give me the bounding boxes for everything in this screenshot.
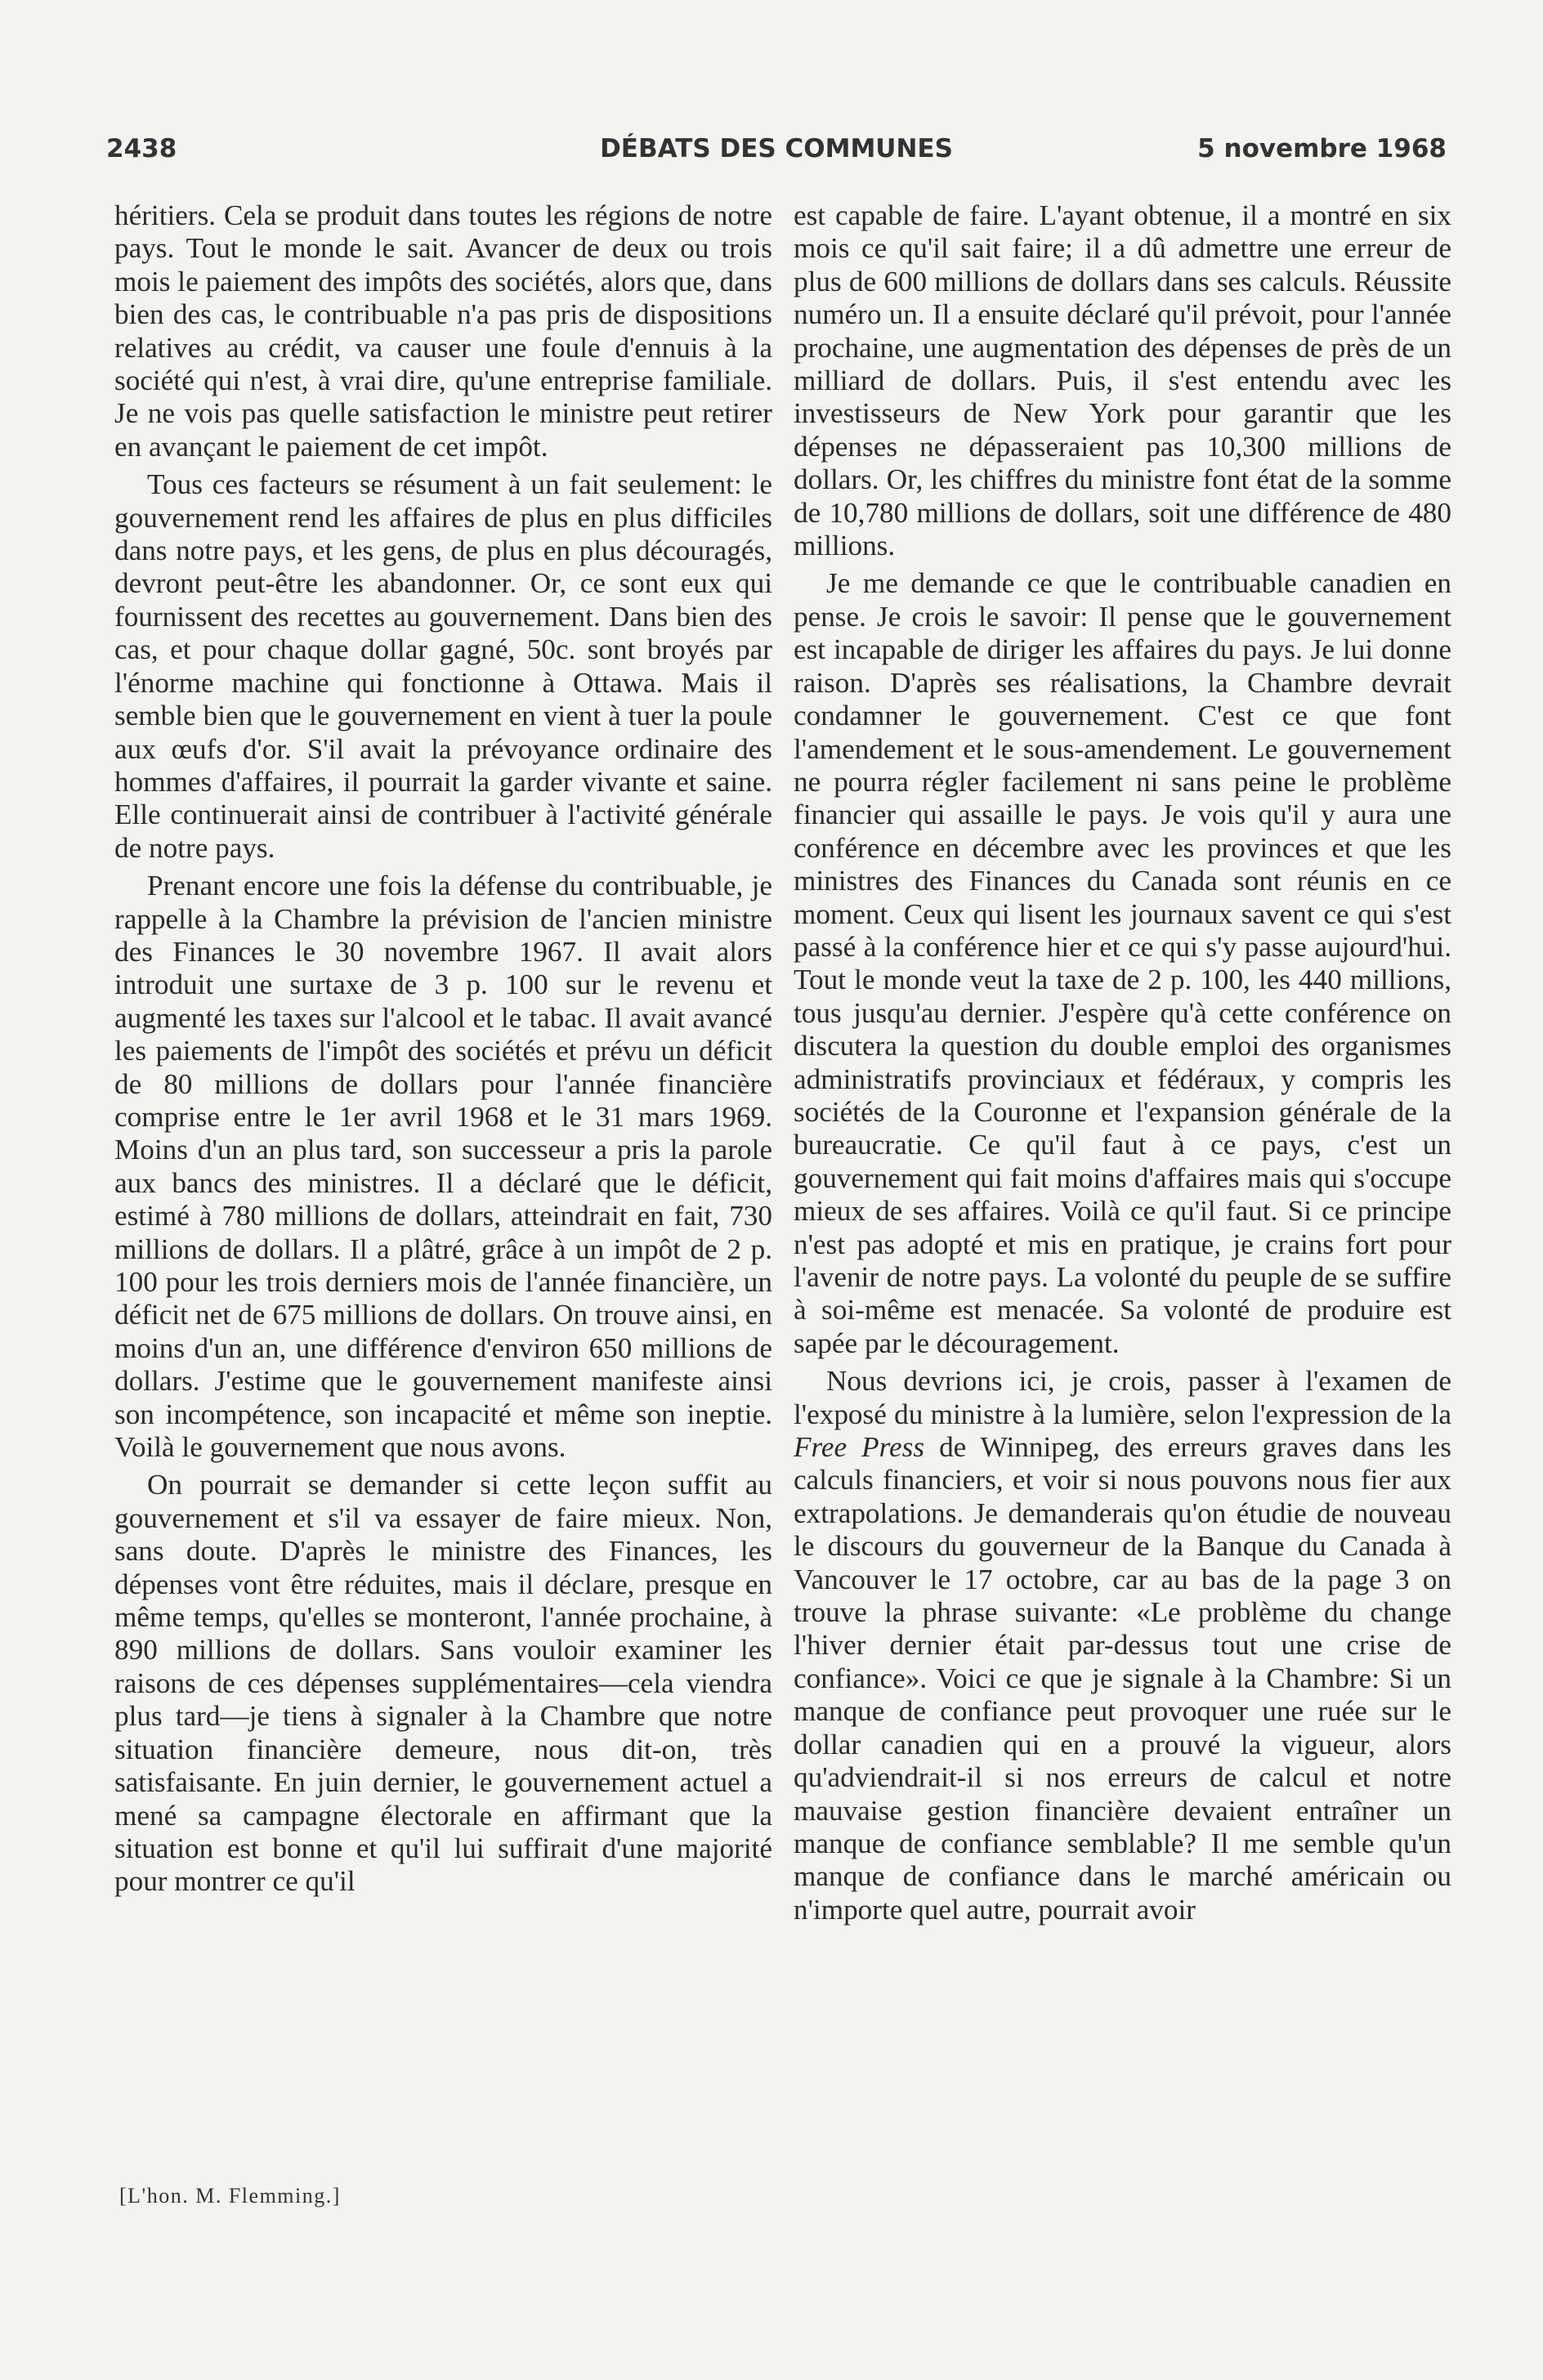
right-column bbox=[794, 199, 1451, 1926]
paragraph: héritiers. Cela se produit dans toutes les régions de notre pays. Tout le monde le sait. Avancer de deux ou trois mois le paiement des impôts des sociétés, alors que, dans bien des cas, le contribuable n'a pas pris de dispositions relatives au crédit, va causer une foule d'ennuis à la société qui n'est, à vrai dire, qu'une entreprise familiale. Je ne vois pas quelle satisfaction le ministre peut retirer en avançant le paiement de cet impôt. bbox=[114, 199, 772, 463]
paragraph: Nous devrions ici, je crois, passer à l'examen de l'exposé du ministre à la lumière, selon l'expression de la Free Press de Winnipeg, des erreurs graves dans les calculs financiers, et voir si nous pouvons nous fier aux extrapolations. Je demanderais qu'on étudie de nouveau le discours du gouverneur de la Banque du Canada à Vancouver le 17 octobre, car au bas de la page 3 on trouve la phrase suivante: «Le problème du change l'hiver dernier était par-dessus tout une crise de confiance». Voici ce que je signale à la Chambre: Si un manque de confiance peut provoquer une ruée sur le dollar canadien qui en a prouvé la vigueur, alors qu'adviendrait-il si nos erreurs de calcul et notre mauvaise gestion financière devaient entraîner un manque de confiance semblable? Il me semble qu'un manque de confiance dans le marché américain ou n'importe quel autre, pourrait avoir bbox=[794, 1365, 1451, 1926]
paragraph: Je me demande ce que le contribuable canadien en pense. Je crois le savoir: Il pense que le gouvernement est incapable de diriger les affaires du pays. Je lui donne raison. D'après ses réalisations, la Chambre devrait condamner le gouvernement. C'est ce que font l'amendement et le sous-amendement. Le gouvernement ne pourra régler facilement ni sans peine le problème financier qui assaille le pays. Je vois qu'il y aura une conférence en décembre avec les provinces et que les ministres des Finances du Canada sont réunis en ce moment. Ceux qui lisent les journaux savent ce qui s'est passé à la conférence hier et ce qui s'y passe aujourd'hui. Tout le monde veut la taxe de 2 p. 100, les 440 millions, tous jusqu'au dernier. J'espère qu'à cette conférence on discutera la question du double emploi des organismes administratifs provinciaux et fédéraux, y compris les sociétés de la Couronne et l'expansion générale de la bureaucratie. Ce qu'il faut à ce pays, c'est un gouvernement qui fait moins d'affaires mais qui s'occupe mieux de ses affaires. Voilà ce qu'il faut. Si ce principe n'est pas adopté et mis en pratique, je crains fort pour l'avenir de notre pays. La volonté du peuple de se suffire à soi-même est menacée. Sa volonté de produire est sapée par le découragement. bbox=[794, 567, 1451, 1359]
paragraph: est capable de faire. L'ayant obtenue, il a montré en six mois ce qu'il sait faire; il a dû admettre une erreur de plus de 600 millions de dollars dans ses calculs. Réussite numéro un. Il a ensuite déclaré qu'il prévoit, pour l'année prochaine, une augmentation des dépenses de près de un milliard de dollars. Puis, il s'est entendu avec les investisseurs de New York pour garantir que les dépenses ne dépasseraient pas 10,300 millions de dollars. Or, les chiffres du ministre font état de la somme de 10,780 millions de dollars, soit une différence de 480 millions. bbox=[794, 199, 1451, 562]
paragraph: On pourrait se demander si cette leçon suffit au gouvernement et s'il va essayer de faire mieux. Non, sans doute. D'après le ministre des Finances, les dépenses vont être réduites, mais il déclare, presque en même temps, qu'elles se monteront, l'année prochaine, à 890 millions de dollars. Sans vouloir examiner les raisons de ces dépenses supplémentaires—cela viendra plus tard—je tiens à signaler à la Chambre que notre situation financière demeure, nous dit-on, très satisfaisante. En juin dernier, le gouvernement actuel a mené sa campagne électorale en affirmant que la situation est bonne et qu'il lui suffirait d'une majorité pour montrer ce qu'il bbox=[114, 1469, 772, 1898]
newspaper-name: Free Press bbox=[794, 1431, 925, 1464]
running-header bbox=[106, 134, 1447, 175]
paragraph: Prenant encore une fois la défense du contribuable, je rappelle à la Chambre la prévision de l'ancien ministre des Finances le 30 novembre 1967. Il avait alors introduit une surtaxe de 3 p. 100 sur le revenu et augmenté les taxes sur l'alcool et le tabac. Il avait avancé les paiements de l'impôt des sociétés et prévu un déficit de 80 millions de dollars pour l'année financière comprise entre le 1er avril 1968 et le 31 mars 1969. Moins d'un an plus tard, son successeur a pris la parole aux bancs des ministres. Il a déclaré que le déficit, estimé à 780 millions de dollars, atteindrait en fait, 730 millions de dollars. Il a plâtré, grâce à un impôt de 2 p. 100 pour les trois derniers mois de l'année financière, un déficit net de 675 millions de dollars. On trouve ainsi, en moins d'un an, une différence d'environ 650 millions de dollars. J'estime que le gouvernement manifeste ainsi son incompétence, son incapacité et même son ineptie. Voilà le gouvernement que nous avons. bbox=[114, 870, 772, 1464]
page-number: 2438 bbox=[106, 134, 177, 163]
paragraph: Tous ces facteurs se résument à un fait seulement: le gouvernement rend les affaires de plus en plus difficiles dans notre pays, et les gens, de plus en plus découragés, devront peut-être les abandonner. Or, ce sont eux qui fournissent des recettes au gouvernement. Dans bien des cas, et pour chaque dollar gagné, 50c. sont broyés par l'énorme machine qui fonctionne à Ottawa. Mais il semble bien que le gouvernement en vient à tuer la poule aux œufs d'or. S'il avait la prévoyance ordinaire des hommes d'affaires, il pourrait la garder vivante et saine. Elle continuerait ainsi de contribuer à l'activité générale de notre pays. bbox=[114, 468, 772, 864]
left-column bbox=[114, 199, 772, 1899]
publication-date: 5 novembre 1968 bbox=[1197, 134, 1447, 163]
speaker-attribution: [L'hon. M. Flemming.] bbox=[119, 2184, 341, 2208]
publication-title: DÉBATS DES COMMUNES bbox=[600, 134, 953, 163]
